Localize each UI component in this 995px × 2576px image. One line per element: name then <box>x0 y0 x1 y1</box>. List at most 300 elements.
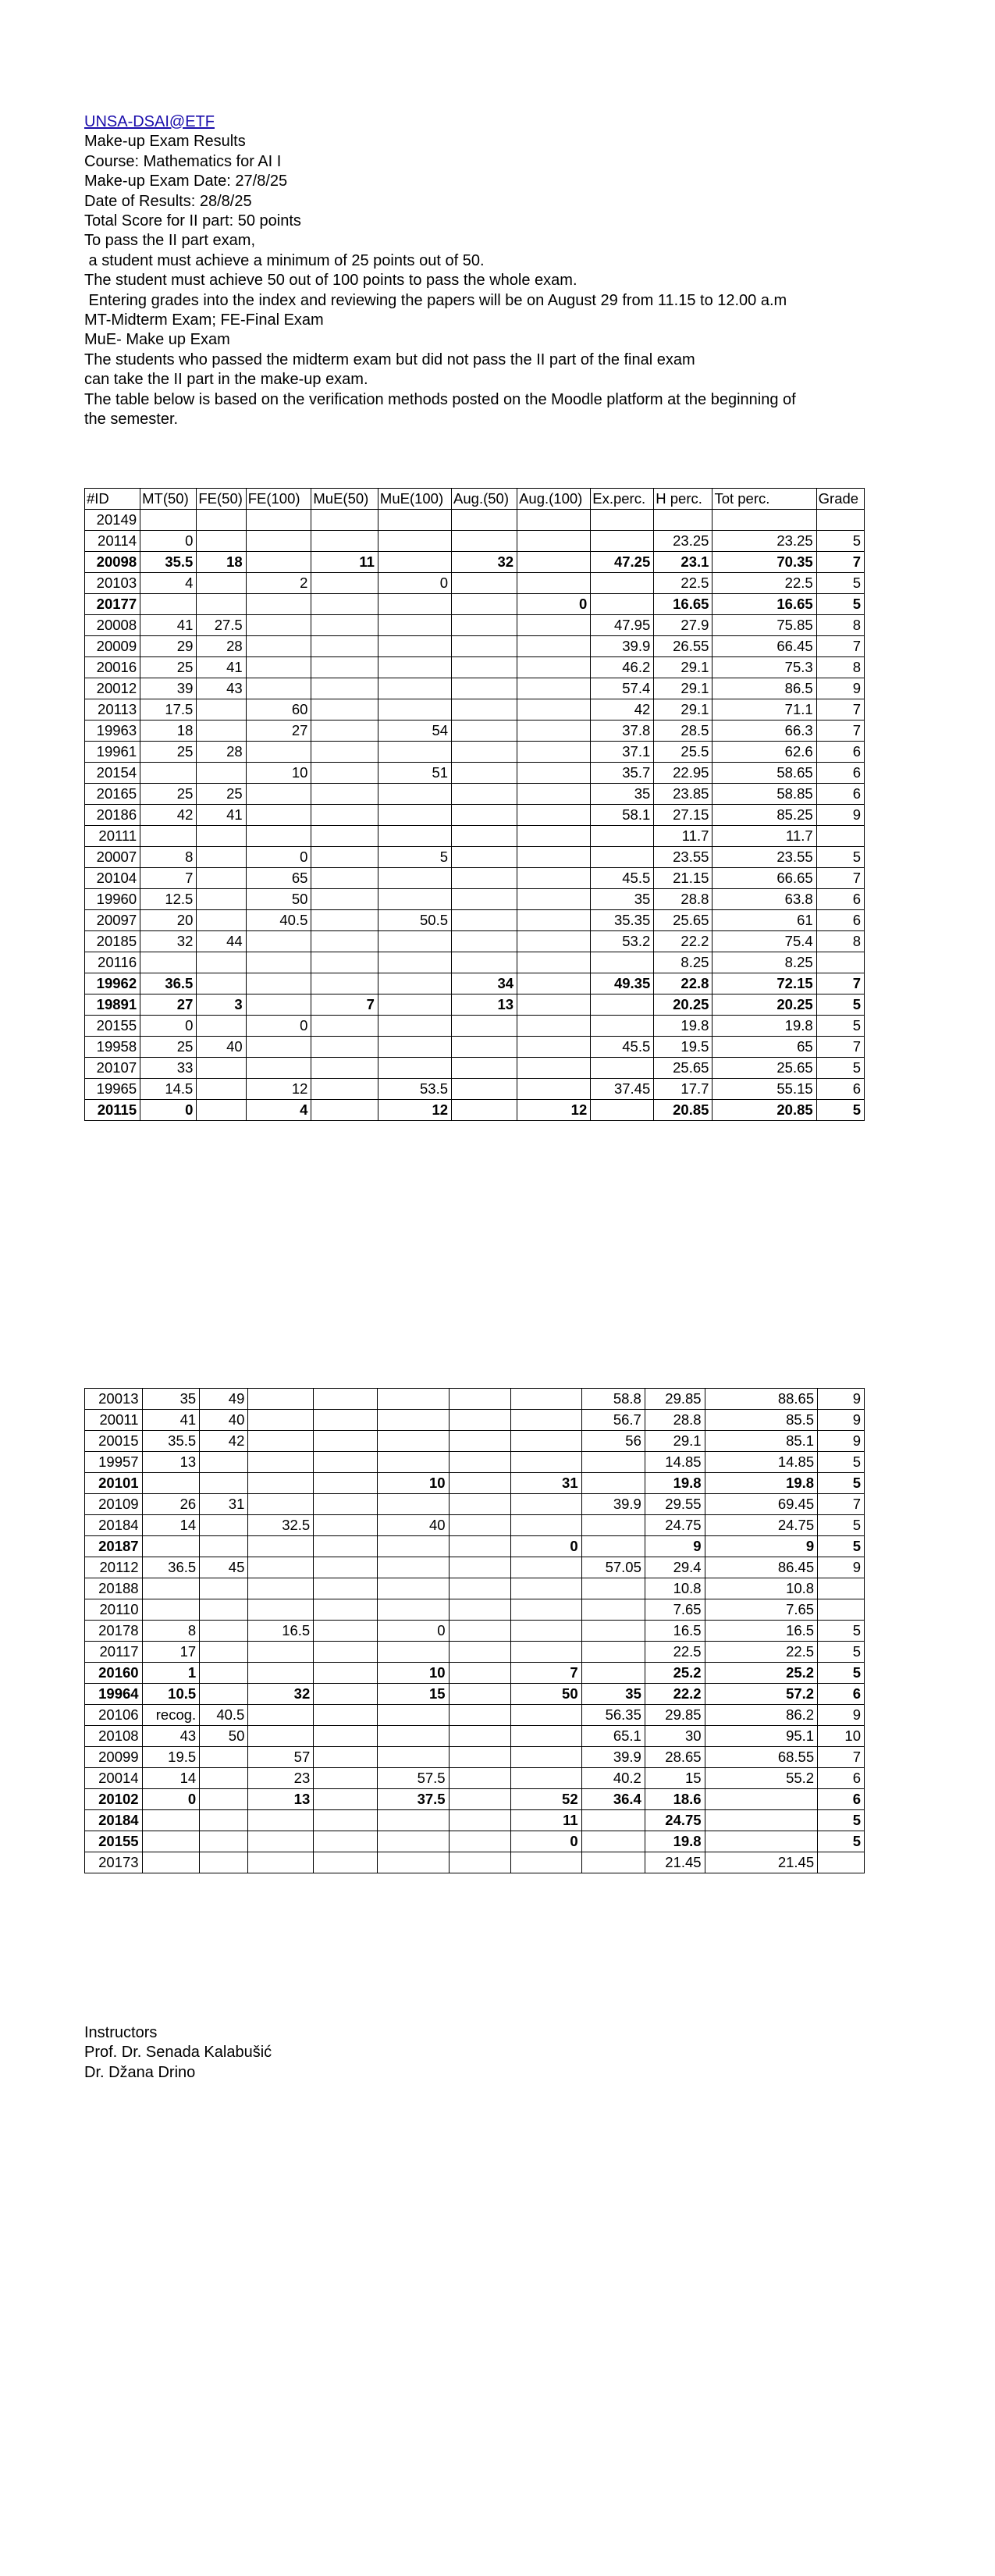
table-cell <box>311 805 378 826</box>
table-cell <box>197 763 246 784</box>
header-line: Make-up Exam Results <box>84 133 246 151</box>
student-id-cell: 20165 <box>85 784 140 805</box>
table-cell <box>517 720 591 742</box>
table-cell <box>140 594 197 615</box>
table-cell <box>452 1079 517 1100</box>
table-row <box>85 1473 865 1494</box>
student-id-cell: 19964 <box>85 1684 143 1705</box>
table-cell <box>142 1578 200 1599</box>
table-cell: 86.5 <box>712 678 816 699</box>
table-cell: 14 <box>142 1515 200 1536</box>
table-cell <box>378 868 451 889</box>
table-row <box>85 1389 865 1410</box>
table-cell: 0 <box>142 1789 200 1810</box>
table-cell: 68.55 <box>705 1747 818 1768</box>
column-header: MT(50) <box>140 489 197 510</box>
table-cell <box>517 657 591 678</box>
table-row <box>85 805 865 826</box>
table-cell <box>378 889 451 910</box>
table-cell <box>200 1578 248 1599</box>
student-id-cell: 20106 <box>85 1705 143 1726</box>
table-cell <box>581 1599 645 1621</box>
table-cell <box>449 1536 511 1557</box>
table-cell <box>200 1852 248 1873</box>
table-cell <box>248 1410 314 1431</box>
table-cell <box>818 1578 865 1599</box>
table-cell: 12 <box>378 1100 451 1121</box>
table-cell: 16.5 <box>705 1621 818 1642</box>
student-id-cell: 19960 <box>85 889 140 910</box>
table-cell <box>248 1599 314 1621</box>
table-cell: 17.7 <box>654 1079 712 1100</box>
table-cell: 95.1 <box>705 1726 818 1747</box>
table-cell: 25.65 <box>654 1058 712 1079</box>
table-cell: 56 <box>581 1431 645 1452</box>
table-cell: 44 <box>197 931 246 952</box>
table-row <box>85 1100 865 1121</box>
table-cell: 5 <box>816 573 864 594</box>
table-cell: 86.45 <box>705 1557 818 1578</box>
table-cell <box>452 952 517 973</box>
student-id-cell: 20114 <box>85 531 140 552</box>
footer-line: Instructors <box>84 2024 158 2041</box>
table-cell: 16.5 <box>248 1621 314 1642</box>
table-cell: 6 <box>816 784 864 805</box>
student-id-cell: 20113 <box>85 699 140 720</box>
table-row <box>85 615 865 636</box>
table-cell <box>591 531 654 552</box>
organization-link[interactable]: UNSA-DSAI@ETF <box>84 113 215 130</box>
table-cell <box>378 657 451 678</box>
table-row <box>85 678 865 699</box>
table-cell <box>200 1810 248 1831</box>
table-cell: 5 <box>816 531 864 552</box>
table-cell: 22.95 <box>654 763 712 784</box>
table-cell <box>378 826 451 847</box>
table-cell <box>517 1016 591 1037</box>
table-cell <box>200 1684 248 1705</box>
table-cell: 28 <box>197 636 246 657</box>
student-id-cell: 19965 <box>85 1079 140 1100</box>
table-cell: 7 <box>816 1037 864 1058</box>
table-cell: 5 <box>818 1452 865 1473</box>
table-cell <box>197 910 246 931</box>
table-cell <box>517 1058 591 1079</box>
table-row <box>85 1536 865 1557</box>
table-row <box>85 847 865 868</box>
table-cell <box>248 1557 314 1578</box>
table-cell <box>511 1578 582 1599</box>
table-cell: 41 <box>197 805 246 826</box>
table-cell <box>311 742 378 763</box>
table-cell <box>591 994 654 1016</box>
table-cell <box>378 1058 451 1079</box>
table-cell <box>140 826 197 847</box>
table-cell: 25 <box>140 657 197 678</box>
table-cell: 28.5 <box>654 720 712 742</box>
column-header: #ID <box>85 489 140 510</box>
table-cell <box>581 1578 645 1599</box>
table-cell: 26.55 <box>654 636 712 657</box>
table-cell: 25 <box>140 1037 197 1058</box>
table-cell: 7 <box>816 973 864 994</box>
table-cell <box>246 678 311 699</box>
table-cell: 10 <box>818 1726 865 1747</box>
table-cell: 20.25 <box>654 994 712 1016</box>
table-cell <box>377 1852 449 1873</box>
table-cell: 45.5 <box>591 868 654 889</box>
table-cell: 66.45 <box>712 636 816 657</box>
student-id-cell: 20012 <box>85 678 140 699</box>
table-cell: 12 <box>246 1079 311 1100</box>
table-cell <box>517 742 591 763</box>
table-row <box>85 1599 865 1621</box>
table-cell <box>449 1663 511 1684</box>
table-cell <box>452 1016 517 1037</box>
table-cell: 46.2 <box>591 657 654 678</box>
table-cell: 15 <box>377 1684 449 1705</box>
table-cell: 69.45 <box>705 1494 818 1515</box>
table-cell <box>314 1831 377 1852</box>
table-cell <box>517 1079 591 1100</box>
table-cell: 1 <box>142 1663 200 1684</box>
table-cell: 43 <box>197 678 246 699</box>
table-cell <box>449 1810 511 1831</box>
table-cell <box>377 1642 449 1663</box>
table-row <box>85 636 865 657</box>
table-cell <box>818 1852 865 1873</box>
table-cell <box>378 552 451 573</box>
table-cell: 13 <box>248 1789 314 1810</box>
table-cell <box>197 1058 246 1079</box>
table-cell: 28.8 <box>645 1410 705 1431</box>
table-cell <box>200 1515 248 1536</box>
table-cell: 35 <box>581 1684 645 1705</box>
table-cell: 10 <box>246 763 311 784</box>
table-cell <box>246 594 311 615</box>
table-cell <box>517 573 591 594</box>
table-cell: 37.1 <box>591 742 654 763</box>
table-cell <box>377 1494 449 1515</box>
table-cell <box>452 826 517 847</box>
table-cell <box>452 636 517 657</box>
table-cell <box>200 1642 248 1663</box>
table-cell: 42 <box>200 1431 248 1452</box>
table-cell: 20 <box>140 910 197 931</box>
header-line: Date of Results: 28/8/25 <box>84 192 252 210</box>
table-cell: 55.2 <box>705 1768 818 1789</box>
table-cell: 27.15 <box>654 805 712 826</box>
table-cell: 24.75 <box>705 1515 818 1536</box>
table-cell <box>511 1494 582 1515</box>
table-cell: 39.9 <box>591 636 654 657</box>
table-cell: 62.6 <box>712 742 816 763</box>
results-page <box>84 112 865 2081</box>
table-cell <box>517 784 591 805</box>
student-id-cell: 20184 <box>85 1810 143 1831</box>
table-cell: 40 <box>200 1410 248 1431</box>
table-cell: 42 <box>140 805 197 826</box>
table-cell: 34 <box>452 973 517 994</box>
table-cell <box>452 594 517 615</box>
student-id-cell: 19963 <box>85 720 140 742</box>
table-cell: 32.5 <box>248 1515 314 1536</box>
table-cell: 13 <box>142 1452 200 1473</box>
table-cell <box>311 1079 378 1100</box>
student-id-cell: 20160 <box>85 1663 143 1684</box>
table-cell <box>591 573 654 594</box>
table-cell: 52 <box>511 1789 582 1810</box>
table-row <box>85 826 865 847</box>
table-cell <box>511 1452 582 1473</box>
table-cell <box>311 1100 378 1121</box>
table-cell <box>246 973 311 994</box>
table-cell: 35.5 <box>142 1431 200 1452</box>
table-cell <box>378 931 451 952</box>
table-cell: 40 <box>377 1515 449 1536</box>
table-cell: 14.5 <box>140 1079 197 1100</box>
table-cell <box>449 1431 511 1452</box>
table-cell: 29 <box>140 636 197 657</box>
table-row <box>85 1789 865 1810</box>
table-row <box>85 1557 865 1578</box>
student-id-cell: 19891 <box>85 994 140 1016</box>
table-cell <box>511 1747 582 1768</box>
table-cell: 0 <box>377 1621 449 1642</box>
header-line: the semester. <box>84 411 179 429</box>
table-cell <box>311 510 378 531</box>
table-cell: 35 <box>142 1389 200 1410</box>
table-cell <box>449 1515 511 1536</box>
table-cell <box>449 1494 511 1515</box>
table-cell <box>377 1410 449 1431</box>
table-cell: 18 <box>140 720 197 742</box>
table-cell <box>314 1747 377 1768</box>
table-cell: 35.7 <box>591 763 654 784</box>
table-cell: 32 <box>140 931 197 952</box>
student-id-cell: 20007 <box>85 847 140 868</box>
table-cell: 41 <box>140 615 197 636</box>
table-cell <box>452 931 517 952</box>
table-cell <box>314 1621 377 1642</box>
table-cell <box>452 910 517 931</box>
table-cell: 12 <box>517 1100 591 1121</box>
table-cell <box>378 699 451 720</box>
header-line: MuE- Make up Exam <box>84 331 230 349</box>
table-cell: 25 <box>140 742 197 763</box>
table-cell <box>581 1473 645 1494</box>
table-cell: 65 <box>246 868 311 889</box>
table-cell: recog. <box>142 1705 200 1726</box>
table-row <box>85 1810 865 1831</box>
table-cell <box>449 1389 511 1410</box>
table-cell: 29.4 <box>645 1557 705 1578</box>
table-cell <box>314 1768 377 1789</box>
table-cell: 2 <box>246 573 311 594</box>
table-cell: 53.5 <box>378 1079 451 1100</box>
student-id-cell: 20108 <box>85 1726 143 1747</box>
table-cell <box>517 847 591 868</box>
table-row <box>85 1642 865 1663</box>
table-cell: 5 <box>378 847 451 868</box>
student-id-cell: 19957 <box>85 1452 143 1473</box>
table-cell <box>311 720 378 742</box>
table-cell <box>377 1536 449 1557</box>
table-cell: 7.65 <box>645 1599 705 1621</box>
table-cell: 40 <box>197 1037 246 1058</box>
table-cell: 7 <box>816 868 864 889</box>
table-cell: 5 <box>818 1663 865 1684</box>
table-row <box>85 531 865 552</box>
table-cell <box>517 994 591 1016</box>
table-cell <box>197 531 246 552</box>
student-id-cell: 20173 <box>85 1852 143 1873</box>
table-cell <box>311 615 378 636</box>
table-cell <box>197 699 246 720</box>
table-cell: 5 <box>816 594 864 615</box>
table-cell <box>449 1578 511 1599</box>
table-cell <box>248 1831 314 1852</box>
table-cell <box>197 847 246 868</box>
table-cell: 26 <box>142 1494 200 1515</box>
table-cell: 40.5 <box>200 1705 248 1726</box>
table-row <box>85 1431 865 1452</box>
table-cell: 42 <box>591 699 654 720</box>
table-cell: 19.8 <box>712 1016 816 1037</box>
table-cell: 14 <box>142 1768 200 1789</box>
table-cell: 5 <box>818 1621 865 1642</box>
table-cell <box>197 510 246 531</box>
table-cell: 5 <box>818 1642 865 1663</box>
table-cell <box>311 889 378 910</box>
table-row <box>85 952 865 973</box>
table-cell: 22.5 <box>645 1642 705 1663</box>
table-cell: 66.65 <box>712 868 816 889</box>
table-cell: 5 <box>816 1100 864 1121</box>
table-cell: 58.1 <box>591 805 654 826</box>
table-cell <box>452 742 517 763</box>
table-cell: 30 <box>645 1726 705 1747</box>
table-cell: 47.25 <box>591 552 654 573</box>
table-cell <box>581 1852 645 1873</box>
table-cell: 7 <box>140 868 197 889</box>
table-cell <box>378 678 451 699</box>
table-cell <box>248 1852 314 1873</box>
student-id-cell: 20016 <box>85 657 140 678</box>
table-cell: 56.35 <box>581 1705 645 1726</box>
student-id-cell: 20099 <box>85 1747 143 1768</box>
table-cell: 66.3 <box>712 720 816 742</box>
column-header: FE(100) <box>246 489 311 510</box>
table-cell <box>377 1726 449 1747</box>
table-cell <box>449 1642 511 1663</box>
table-cell <box>246 826 311 847</box>
table-cell <box>314 1515 377 1536</box>
table-cell: 85.1 <box>705 1431 818 1452</box>
table-cell <box>197 826 246 847</box>
table-cell <box>197 573 246 594</box>
table-cell <box>197 952 246 973</box>
table-cell <box>591 1100 654 1121</box>
table-cell <box>452 1037 517 1058</box>
table-cell <box>511 1599 582 1621</box>
table-cell: 75.4 <box>712 931 816 952</box>
table-cell <box>246 531 311 552</box>
table-cell <box>517 910 591 931</box>
table-cell: 45.5 <box>591 1037 654 1058</box>
table-cell: 18.6 <box>645 1789 705 1810</box>
table-cell <box>449 1473 511 1494</box>
table-cell <box>200 1789 248 1810</box>
instructors-footer <box>84 2023 272 2083</box>
table-cell: 49 <box>200 1389 248 1410</box>
header-line: Entering grades into the index and reviewing the papers will be on August 29 from 11.15 to 12.00 a.m <box>84 291 787 309</box>
table-cell: 28 <box>197 742 246 763</box>
table-cell <box>314 1494 377 1515</box>
table-cell: 31 <box>511 1473 582 1494</box>
table-cell: 71.1 <box>712 699 816 720</box>
table-cell: 36.4 <box>581 1789 645 1810</box>
table-cell: 31 <box>200 1494 248 1515</box>
table-row <box>85 1747 865 1768</box>
table-cell <box>248 1452 314 1473</box>
table-cell <box>200 1599 248 1621</box>
table-cell: 33 <box>140 1058 197 1079</box>
table-cell: 0 <box>140 1016 197 1037</box>
table-cell <box>449 1852 511 1873</box>
table-cell <box>197 720 246 742</box>
table-cell <box>378 531 451 552</box>
table-cell: 25.65 <box>654 910 712 931</box>
table-cell: 45 <box>200 1557 248 1578</box>
table-cell <box>517 678 591 699</box>
table-cell <box>142 1599 200 1621</box>
table-cell: 32 <box>452 552 517 573</box>
table-cell <box>200 1831 248 1852</box>
table-cell: 9 <box>705 1536 818 1557</box>
table-cell: 53.2 <box>591 931 654 952</box>
table-cell: 22.2 <box>654 931 712 952</box>
table-cell <box>517 973 591 994</box>
header-line: The students who passed the midterm exam but did not pass the II part of the final exam <box>84 350 695 368</box>
table-cell: 50 <box>511 1684 582 1705</box>
table-cell <box>591 826 654 847</box>
table-cell: 21.45 <box>645 1852 705 1873</box>
table-cell <box>511 1621 582 1642</box>
table-cell: 22.2 <box>645 1684 705 1705</box>
table-cell: 9 <box>818 1389 865 1410</box>
table-cell <box>511 1642 582 1663</box>
table-cell <box>246 742 311 763</box>
table-cell <box>311 910 378 931</box>
header-line: Make-up Exam Date: 27/8/25 <box>84 173 288 190</box>
table-cell: 9 <box>816 678 864 699</box>
table-cell <box>246 510 311 531</box>
column-header: MuE(50) <box>311 489 378 510</box>
table-cell: 57 <box>248 1747 314 1768</box>
table-cell <box>248 1810 314 1831</box>
document-header <box>84 112 865 430</box>
table-cell <box>449 1684 511 1705</box>
table-cell: 8.25 <box>654 952 712 973</box>
table-cell: 16.65 <box>712 594 816 615</box>
table-cell <box>591 1058 654 1079</box>
table-cell: 25.65 <box>712 1058 816 1079</box>
header-line: To pass the II part exam, <box>84 232 255 250</box>
results-table-part-2 <box>84 1388 865 1873</box>
table-cell <box>452 720 517 742</box>
table-cell <box>246 615 311 636</box>
